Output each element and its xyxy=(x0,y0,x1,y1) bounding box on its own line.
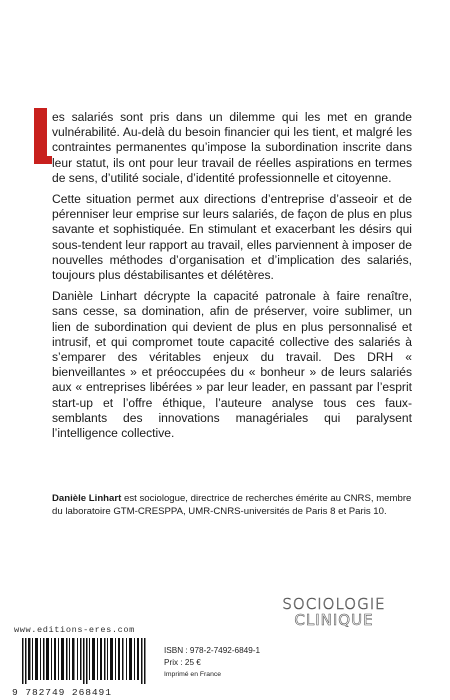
series-logo-line1: SOCIOLOGIE xyxy=(282,595,386,613)
back-cover-text xyxy=(52,110,412,447)
barcode xyxy=(12,638,160,698)
paragraph-2: Cette situation permet aux directions d’entreprise d’asseoir et de pérenniser leur emprise sur leurs salariés, de façon de plus en plus savante et sophistiquée. En stimulant et exacerbant les désirs qui sous-tendent leur rapport au travail, elles parviennent à imposer de nouvelles méthodes d’organisation et d’implication des salariés, toujours plus déstabilisantes et délétères. xyxy=(52,192,412,283)
isbn-block xyxy=(164,645,260,681)
author-bio-text: est sociologue, directrice de recherches émérite au CNRS, membre du laboratoire GTM-CRESPPA, UMR-CNRS-universités de Paris 8 et Paris 10. xyxy=(52,493,412,517)
author-bio xyxy=(52,492,412,518)
drop-cap-l xyxy=(34,108,47,164)
series-logo-line2: CLINIQUE xyxy=(294,611,374,629)
isbn: ISBN : 978-2-7492-6849-1 xyxy=(164,646,261,655)
price: Prix : 25 € xyxy=(164,658,201,667)
barcode-bars xyxy=(22,638,150,684)
paragraph-1: es salariés sont pris dans un dilemme qui les met en grande vulnérabilité. Au-delà du besoin financier qui les tient, et malgré les contraintes permanentes qu’impose la subordination inscrite dans leur statut, ils ont pour leur travail de réelles aspirations en termes de sens, d’utilité sociale, d’identité professionnelle et citoyenne. xyxy=(52,110,412,185)
publisher-website: www.editions-eres.com xyxy=(14,625,135,635)
series-logo xyxy=(268,596,400,628)
author-name: Danièle Linhart xyxy=(52,493,122,504)
paragraph-3: Danièle Linhart décrypte la capacité patronale à faire renaître, sans cesse, sa domination, afin de préserver, voire sublimer, un lien de subordination qui devient de plus en plus personnalisé et intrusif, et qui compromet toute capacité collective des salariés à s’emparer des véritables enjeux du travail. Des DRH « bienveillantes » et préoccupées du « bonheur » de leurs salariés aux « entreprises libérées » par leur leader, en passant par l’esprit start-up et l’offre éthique, l’auteure analyse tous ces faux-semblants des innovations managériales qui paralysent l’intelligence collective. xyxy=(52,289,412,441)
barcode-digits: 9 782749 268491 xyxy=(12,687,112,698)
printed-in: Imprimé en France xyxy=(164,671,222,678)
